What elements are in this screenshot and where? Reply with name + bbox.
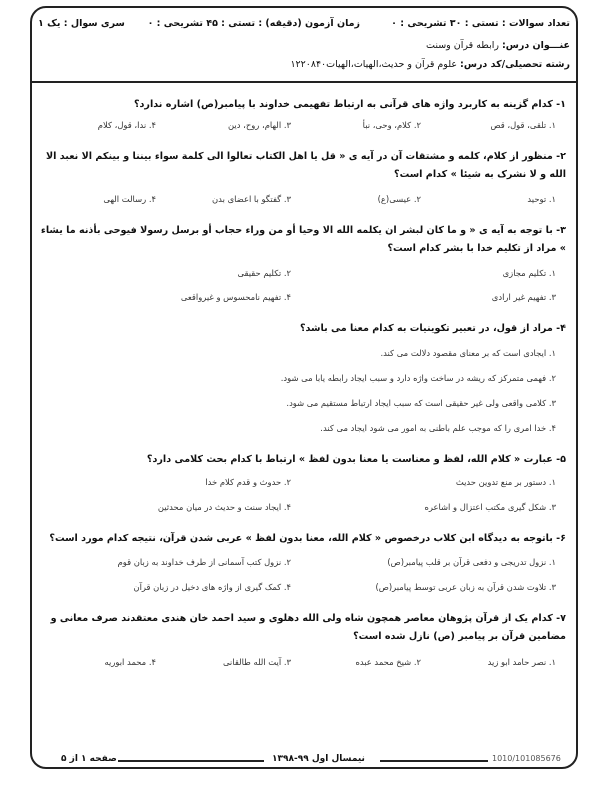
- options-q3-row2: [38, 292, 566, 306]
- term-label: نیمسال اول ۹۹-۱۳۹۸: [272, 754, 365, 764]
- exam-header: [32, 8, 576, 80]
- option-3[interactable]: ۳. گفتگو با اعضای بدن: [212, 194, 291, 204]
- option-3[interactable]: ۳. آیت الله طالقانی: [222, 657, 291, 667]
- question-3: ۳- با توجه به آیه ی « و ما کان لبشر ان یکلمه الله الا وحیا أو من وراء حجاب أو برسل رسولا فیوحی بأذنه ما یشاء » مراد از تکلیم خدا با بشر کدام است؟: [40, 225, 566, 254]
- course-name: رابطه قرآن وسنت: [426, 40, 499, 51]
- option-2[interactable]: ۲. کلام، وحی، نبأ: [362, 120, 421, 130]
- option-1[interactable]: ۱. تلقی، قول، قص: [490, 120, 556, 130]
- options-q5-row1: [38, 477, 566, 491]
- option-3[interactable]: ۳. شکل گیری مکتب اعتزال و اشاعره: [424, 502, 556, 512]
- question-4: ۴- مراد از قول، در تعبیر تکوینیات به کدام معنا می باشد؟: [299, 323, 566, 334]
- page-footer: [30, 754, 578, 768]
- option-1[interactable]: ۱. نزول تدریجی و دفعی قرآن بر قلب پیامبر(ص): [387, 557, 556, 567]
- option-2[interactable]: ۲. فهمی متمرکز که ریشه در ساخت واژه دارد و سبب ایجاد رابطه یابا می شود.: [280, 373, 556, 383]
- options-q7: [38, 657, 566, 671]
- options-q6-row1: [38, 557, 566, 571]
- options-q2: [38, 194, 566, 208]
- option-4[interactable]: ۴. تفهیم نامحسوس و غیرواقعی: [180, 292, 291, 302]
- option-4[interactable]: ۴. رسالت الهی: [103, 194, 156, 204]
- option-4[interactable]: ۴. محمد ابوریه: [104, 657, 156, 667]
- option-4[interactable]: ۴. کمک گیری از واژه های دخیل در زبان قرآن: [133, 582, 291, 592]
- option-2[interactable]: ۲. حدوث و قدم کلام خدا: [205, 477, 291, 487]
- option-3[interactable]: ۳. الهام، روح، دین: [228, 120, 291, 130]
- option-4[interactable]: ۴. ایجاد سنت و حدیث در میان محدثین: [157, 502, 291, 512]
- footer-line-right: [380, 760, 488, 762]
- option-2[interactable]: ۲. نزول کتب آسمانی از طرف خداوند به زبان قوم: [117, 557, 291, 567]
- question-1: ۱- کدام گزینه به کاربرد واژه های قرآنی به ارتباط تفهیمی خداوند با پیامبر(ص) اشاره ندارد؟: [133, 99, 566, 110]
- option-1[interactable]: ۱. توحید: [527, 194, 556, 204]
- question-5: ۵- عبارت « کلام الله، لفظ و معناست یا معنا بدون لفظ » ارتباط با کدام بحث کلامی دارد؟: [146, 454, 566, 465]
- exam-time: زمان آزمون (دقیقه) : تستی : ۴۵ تشریحی : ۰: [147, 18, 360, 29]
- options-q5-row2: [38, 502, 566, 516]
- question-6: ۶- باتوجه به دیدگاه ابن کلاب درخصوص « کلام الله، معنا بدون لفظ » عربی شدن قرآن، نتیجه کدام مورد است؟: [49, 533, 566, 544]
- field-label: رشته تحصیلی/کد درس:: [460, 59, 570, 70]
- question-2: ۲- منظور از کلام، کلمه و مشتقات آن در آیه ی « قل یا اهل الکتاب تعالوا الی کلمة سواء بیننا و بینکم الا نعبد الا الله و لا نشرک به شیئا » کدام است؟: [45, 151, 566, 180]
- course-label: عنـــوان درس:: [502, 40, 570, 51]
- option-2[interactable]: ۲. تکلیم حقیقی: [237, 268, 291, 278]
- question-7: ۷- کدام یک از قرآن پژوهان معاصر همچون شاه ولی الله دهلوی و سید احمد خان هندی معتقدند صرف معانی و مضامین قرآن بر پیامبر (ص) نازل شده است؟: [50, 613, 566, 642]
- field-name: علوم قرآن و حدیث،الهیات،الهیات۱۲۲۰۸۴۰: [290, 59, 458, 70]
- options-q3-row1: [38, 268, 566, 282]
- option-1[interactable]: ۱. دستور بر منع تدوین حدیث: [455, 477, 556, 487]
- header-row-2: [38, 40, 570, 51]
- option-3[interactable]: ۳. تفهیم غیر ارادی: [491, 292, 556, 302]
- options-q1: [38, 120, 566, 134]
- option-2[interactable]: ۲. عیسی(ع): [377, 194, 421, 204]
- option-1[interactable]: ۱. ایجادی است که بر معنای مقصود دلالت می کند.: [380, 348, 556, 358]
- option-4[interactable]: ۴. خدا امری را که موجب علم باطنی به امور می شود ایجاد می کند.: [320, 423, 556, 433]
- header-divider: [32, 81, 576, 83]
- exam-code: 1010/101085676: [492, 754, 561, 763]
- option-2[interactable]: ۲. شیخ محمد عبده: [355, 657, 421, 667]
- header-row-1: [38, 18, 570, 29]
- option-3[interactable]: ۳. کلامی واقعی ولی غیر حقیقی است که سبب ایجاد ارتباط مستقیم می شود.: [286, 398, 556, 408]
- options-q6-row2: [38, 582, 566, 596]
- footer-line-left: [118, 760, 264, 762]
- option-3[interactable]: ۳. تلاوت شدن قرآن به زبان عربی توسط پیامبر(ص): [375, 582, 556, 592]
- option-4[interactable]: ۴. ندا، قول، کلام: [97, 120, 156, 130]
- header-row-3: [38, 59, 570, 70]
- option-1[interactable]: ۱. تکلیم مجازی: [502, 268, 556, 278]
- series-label: سری سوال : یک ۱: [38, 18, 125, 29]
- page-number: صفحه ۱ از ۵: [58, 754, 120, 764]
- option-1[interactable]: ۱. نصر حامد ابو زید: [487, 657, 556, 667]
- total-questions: تعداد سوالات : تستی : ۳۰ تشریحی : ۰: [391, 18, 570, 29]
